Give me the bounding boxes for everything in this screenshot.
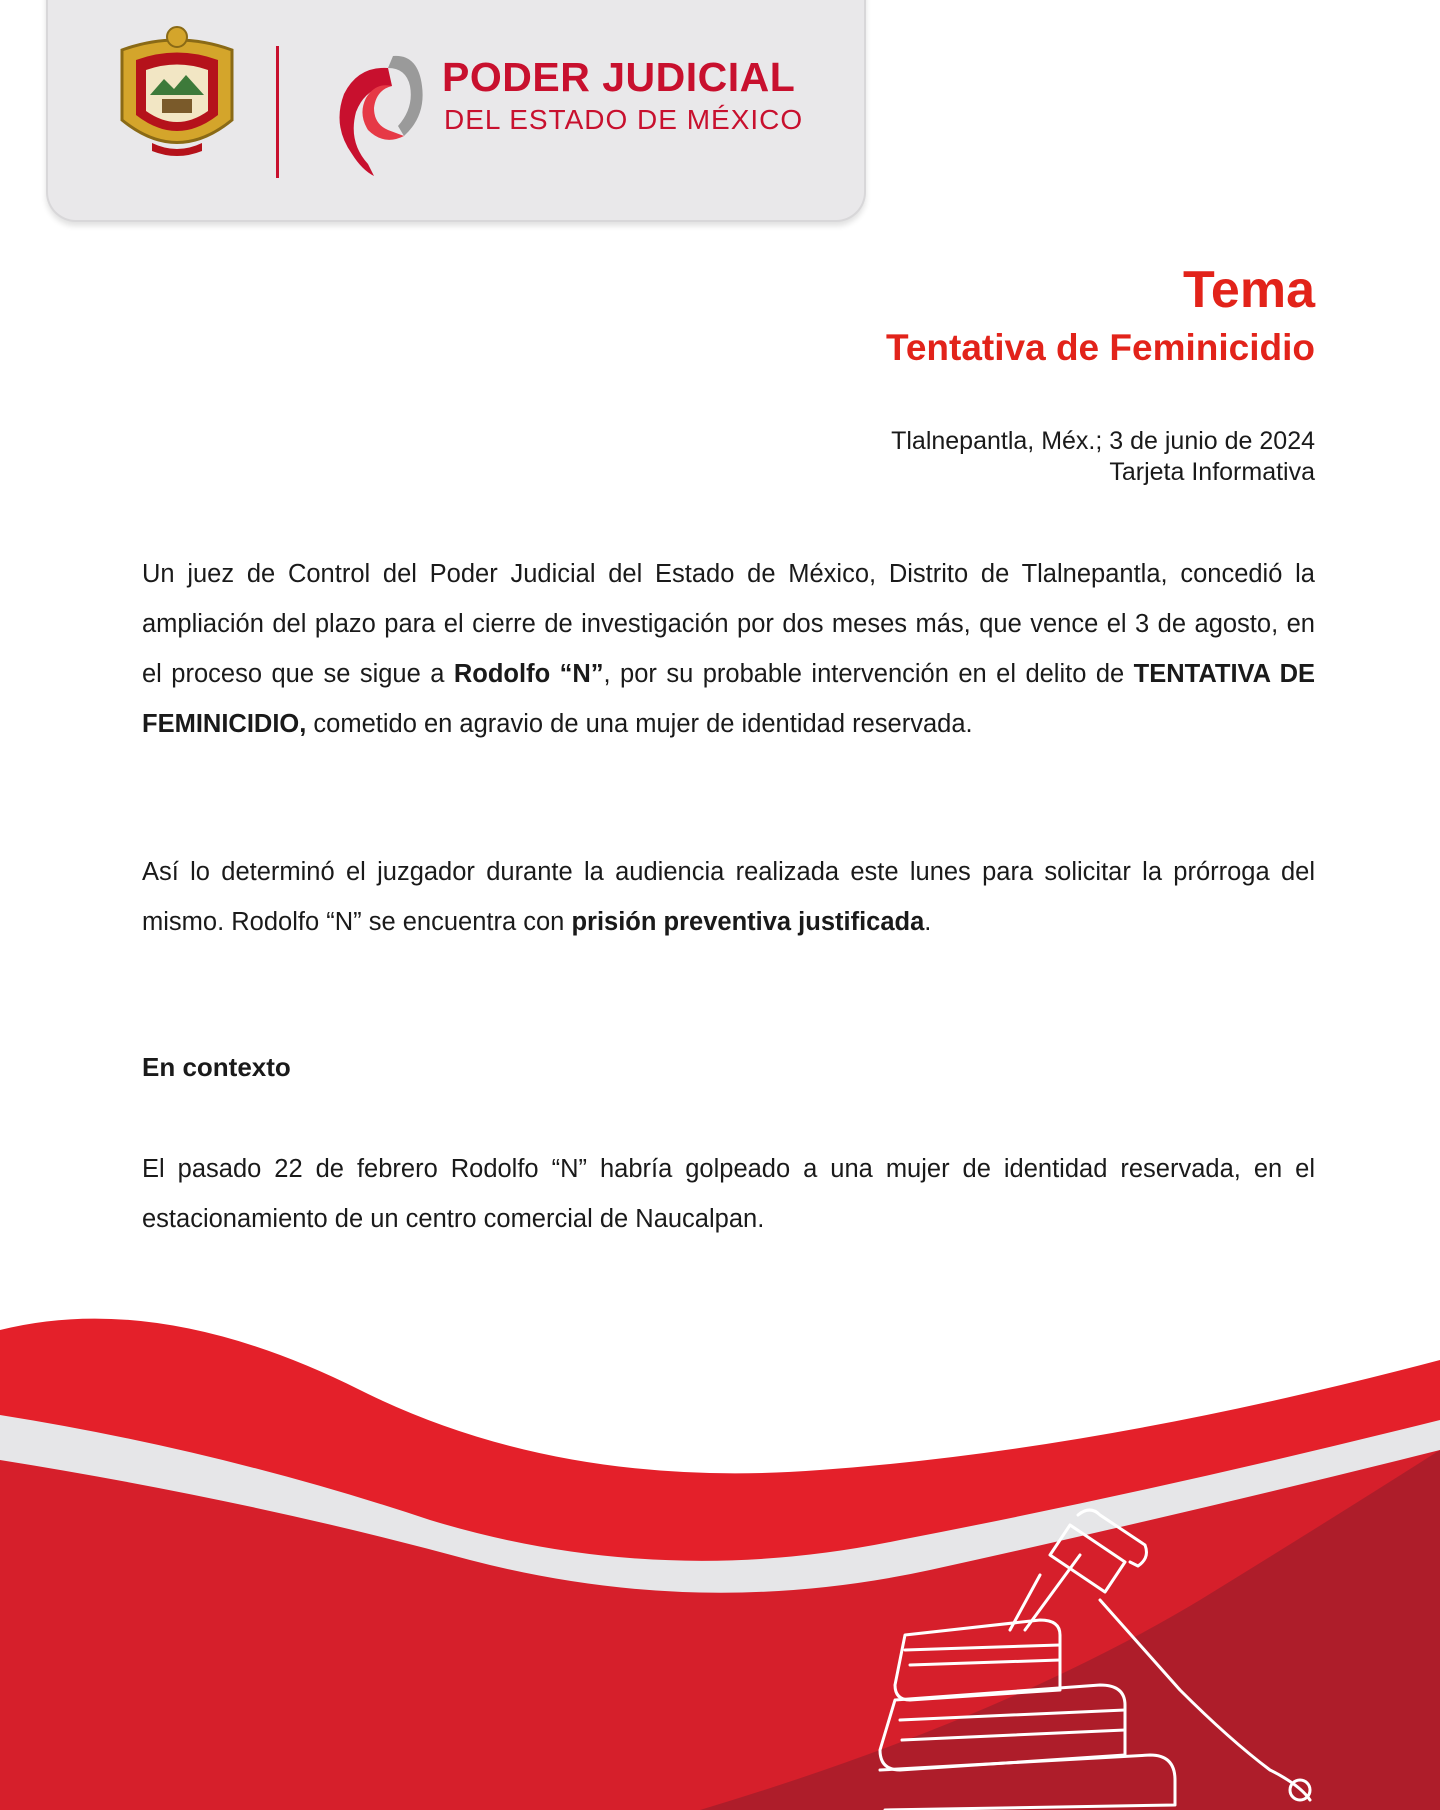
paragraph-1-text-a: Un juez de Control del Poder Judicial del Estado de México, Distrito de Tlalnepantla, concedió la ampliación del plazo para el cierre de investigación por dos meses más, que vence el 3 de agosto, en el proceso que se sigue a xyxy=(142,560,1315,688)
paragraph-3: El pasado 22 de febrero Rodolfo “N” habría golpeado a una mujer de identidad reservada, en el estacionamiento de un centro comercial de Naucalpan. xyxy=(142,1155,1315,1233)
header-card xyxy=(46,0,866,222)
paragraph-1-text-c: cometido en agravio de una mujer de identidad reservada. xyxy=(306,710,973,738)
topic-block xyxy=(886,262,1315,369)
paragraph-2 xyxy=(142,847,1315,947)
topic-value: Tentativa de Feminicidio xyxy=(885,327,1315,369)
paragraph-2-text-b: . xyxy=(924,908,932,936)
defendant-name: Rodolfo “N” xyxy=(453,660,604,688)
org-subtitle: DEL ESTADO DE MÉXICO xyxy=(444,104,804,135)
detention-status: prisión preventiva justificada xyxy=(571,908,925,936)
coat-of-arms-icon xyxy=(112,25,242,160)
paragraph-2-text-a: Así lo determinó el juzgador durante la audiencia realizada este lunes para solicitar la prórroga del mismo. Rodolfo “N” se encuentra con xyxy=(142,858,1315,936)
crime-name: TENTATIVA DE FEMINICIDIO, xyxy=(142,660,1315,738)
place-date: Tlalnepantla, Méx.; 3 de junio de 2024 xyxy=(891,427,1315,455)
header-divider xyxy=(276,46,279,178)
footer-wave xyxy=(0,1300,1440,1810)
paragraph-1 xyxy=(142,549,1315,749)
org-name: PODER JUDICIAL xyxy=(442,54,796,100)
section-heading: En contexto xyxy=(142,1052,291,1082)
document-type: Tarjeta Informativa xyxy=(1109,458,1315,487)
document-meta xyxy=(891,426,1315,489)
topic-label: Tema xyxy=(1183,261,1315,319)
paragraph-1-text-b: , por su probable intervención en el delito de xyxy=(603,660,1134,688)
poder-judicial-logo-icon xyxy=(318,46,428,178)
